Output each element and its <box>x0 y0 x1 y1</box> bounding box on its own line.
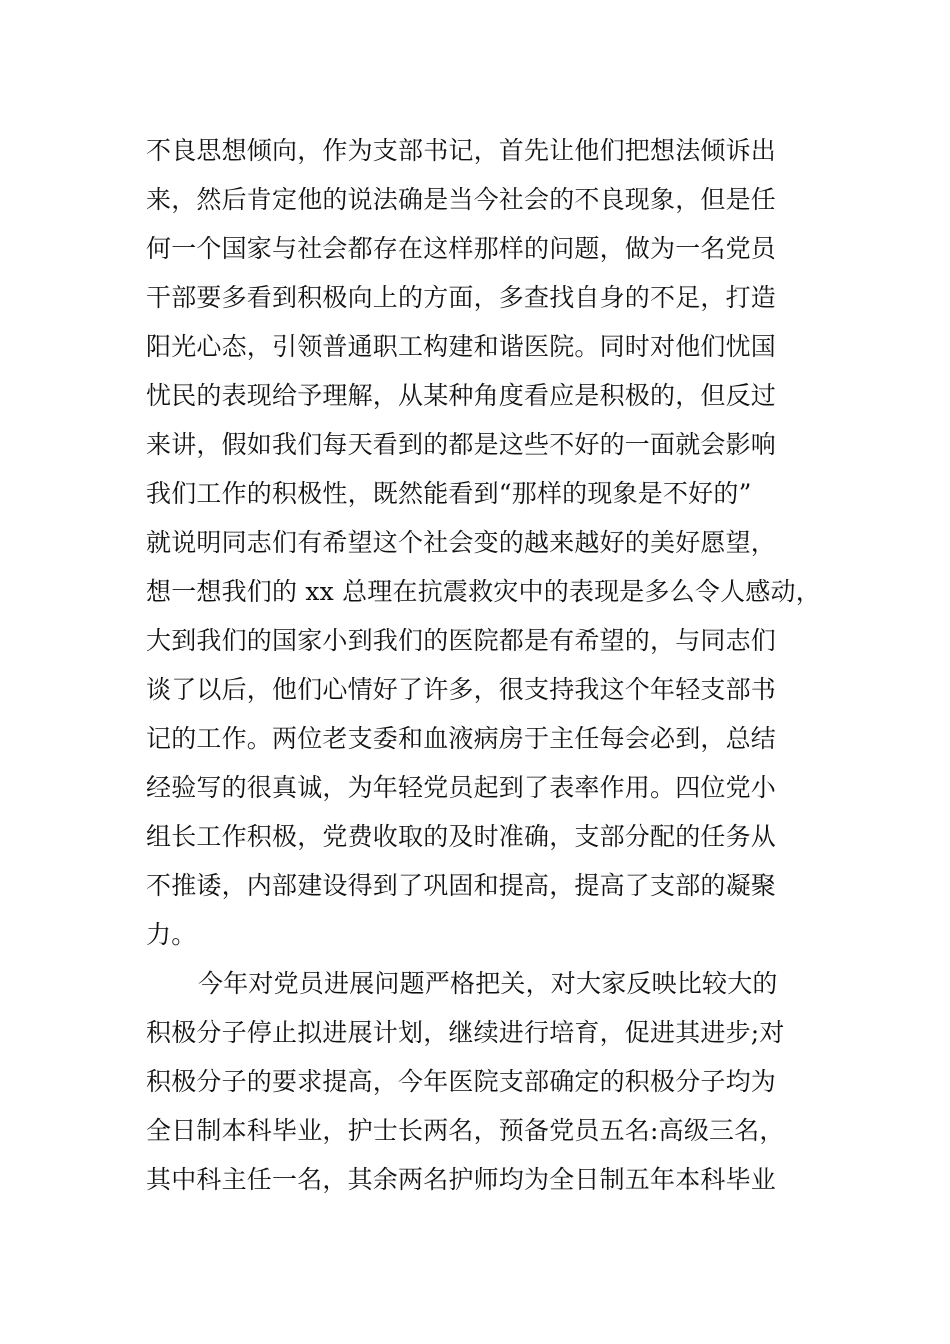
text-line: 经验写的很真诚，为年轻党员起到了表率作用。四位党小 <box>146 773 777 802</box>
text-line: 何一个国家与社会都存在这样那样的问题，做为一名党员 <box>146 234 777 263</box>
text-line: 组长工作积极，党费收取的及时准确，支部分配的任务从 <box>146 822 777 851</box>
text-line: 就说明同志们有希望这个社会变的越来越好的美好愿望， <box>146 528 777 557</box>
text-line: 积极分子的要求提高，今年医院支部确定的积极分子均为 <box>146 1067 777 1096</box>
text-line: 阳光心态，引领普通职工构建和谐医院。同时对他们忧国 <box>146 332 777 361</box>
text-line: 大到我们的国家小到我们的医院都是有希望的，与同志们 <box>146 626 777 655</box>
body-text <box>146 126 846 1204</box>
text-line: 想一想我们的 xx 总理在抗震救灾中的表现是多么令人感动， <box>146 577 821 606</box>
text-line: 不良思想倾向，作为支部书记，首先让他们把想法倾诉出 <box>146 136 777 165</box>
text-line: 来讲，假如我们每天看到的都是这些不好的一面就会影响 <box>146 430 777 459</box>
text-line: 其中科主任一名，其余两名护师均为全日制五年本科毕业 <box>146 1165 777 1194</box>
text-line: 忧民的表现给予理解，从某种角度看应是积极的，但反过 <box>146 381 777 410</box>
text-line: 记的工作。两位老支委和血液病房于主任每会必到，总结 <box>146 724 777 753</box>
text-line: 谈了以后，他们心情好了许多，很支持我这个年轻支部书 <box>146 675 777 704</box>
text-line: 我们工作的积极性，既然能看到“那样的现象是不好的” <box>146 479 752 508</box>
paragraph-start-line: 今年对党员进展问题严格把关，对大家反映比较大的 <box>198 969 778 998</box>
text-line: 全日制本科毕业，护士长两名，预备党员五名:高级三名， <box>146 1116 785 1145</box>
text-line: 力。 <box>146 920 197 949</box>
text-line: 干部要多看到积极向上的方面，多查找自身的不足，打造 <box>146 283 777 312</box>
text-line: 来，然后肯定他的说法确是当今社会的不良现象，但是任 <box>146 185 777 214</box>
text-line: 不推诿，内部建设得到了巩固和提高，提高了支部的凝聚 <box>146 871 777 900</box>
text-line: 积极分子停止拟进展计划，继续进行培育，促进其进步;对 <box>146 1018 785 1047</box>
